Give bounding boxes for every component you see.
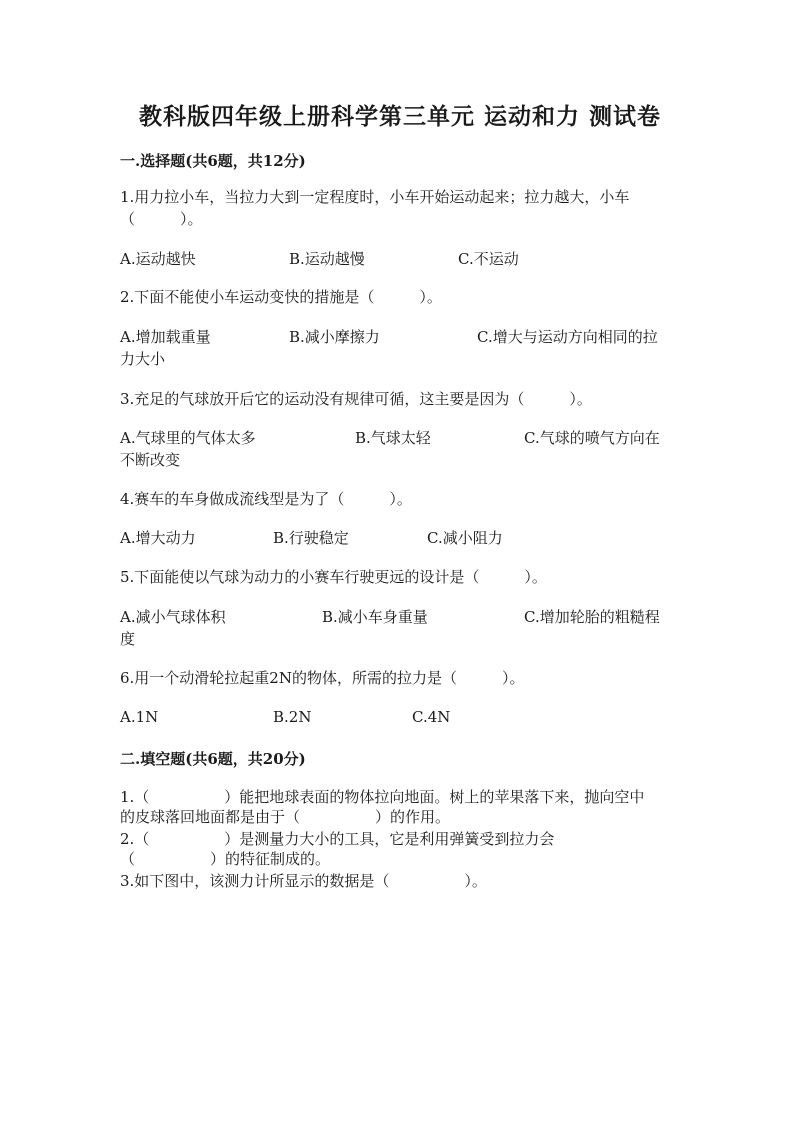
question-1-text: 1.用力拉小车，当拉力大到一定程度时，小车开始运动起来；拉力越大，小车 [120, 188, 630, 206]
question-6-text: 6.用一个动滑轮拉起重2N的物体，所需的拉力是（ ）。 [120, 669, 525, 687]
question-3-option-c-cont: 不断改变 [120, 451, 181, 469]
section-heading-fill: 二.填空题(共6题，共20分) [120, 750, 306, 768]
question-1-option-c: C.不运动 [458, 250, 519, 268]
question-5-option-c-cont: 度 [120, 630, 136, 648]
fill-1-text-cont: 的皮球落回地面都是由于（ ）的作用。 [120, 808, 451, 826]
question-4-option-a: A.增大动力 [120, 529, 196, 547]
question-4-text: 4.赛车的车身做成流线型是为了（ ）。 [120, 490, 412, 508]
question-4-option-c: C.减小阻力 [427, 529, 503, 547]
question-1-option-a: A.运动越快 [120, 250, 196, 268]
question-2-option-a: A.增加载重量 [120, 328, 211, 346]
question-4-option-b: B.行驶稳定 [273, 529, 349, 547]
question-2-option-b: B.减小摩擦力 [289, 328, 380, 346]
question-1-option-b: B.运动越慢 [289, 250, 365, 268]
question-5-option-a: A.减小气球体积 [120, 608, 226, 626]
question-2-option-c-cont: 力大小 [120, 350, 166, 368]
question-5-text: 5.下面能使以气球为动力的小赛车行驶更远的设计是（ ）。 [120, 568, 547, 586]
question-5-option-b: B.减小车身重量 [322, 608, 428, 626]
question-5-option-c: C.增加轮胎的粗糙程 [524, 608, 660, 626]
page-title: 教科版四年级上册科学第三单元 运动和力 测试卷 [138, 103, 661, 130]
question-3-option-c: C.气球的喷气方向在 [524, 429, 660, 447]
question-6-option-b: B.2N [273, 708, 312, 726]
question-6-option-a: A.1N [120, 708, 159, 726]
question-3-option-a: A.气球里的气体太多 [120, 429, 256, 447]
question-2-text: 2.下面不能使小车运动变快的措施是（ ）。 [120, 288, 442, 306]
question-6-option-c: C.4N [412, 708, 451, 726]
section-heading-choice: 一.选择题(共6题，共12分) [120, 152, 306, 170]
fill-2-text: 2.（ ）是测量力大小的工具，它是利用弹簧受到拉力会 [120, 830, 555, 848]
fill-2-text-cont: （ ）的特征制成的。 [120, 850, 331, 868]
fill-3-text: 3.如下图中，该测力计所显示的数据是（ ）。 [120, 872, 487, 890]
question-2-option-c: C.增大与运动方向相同的拉 [477, 328, 658, 346]
question-3-option-b: B.气球太轻 [355, 429, 431, 447]
fill-1-text: 1.（ ）能把地球表面的物体拉向地面。树上的苹果落下来，抛向空中 [120, 788, 645, 806]
question-3-text: 3.充足的气球放开后它的运动没有规律可循，这主要是因为（ ）。 [120, 390, 592, 408]
question-1-text-cont: （ ）。 [120, 210, 203, 228]
